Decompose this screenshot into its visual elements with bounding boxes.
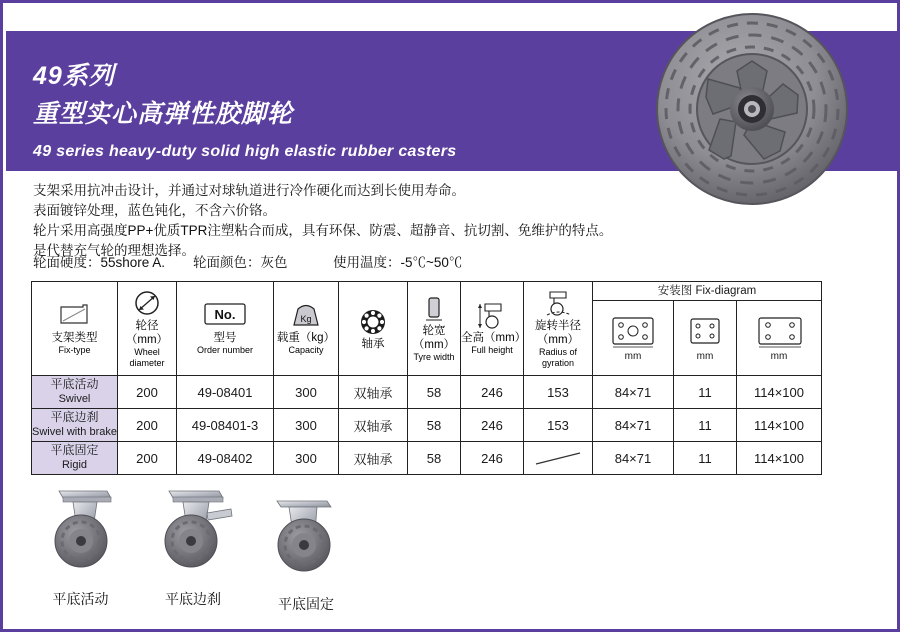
- product-photo-row: [3, 483, 900, 633]
- cell-fix-type-en: Swivel with brake: [32, 426, 117, 438]
- header-title-group: [33, 61, 456, 161]
- cell-full-height: 246: [460, 442, 523, 475]
- header-cell-order-number: [176, 282, 273, 376]
- cell-capacity: 300: [273, 376, 338, 409]
- capacity-icon: [274, 301, 338, 331]
- cell-wheel-diameter: 200: [117, 442, 176, 475]
- cell-wheel-diameter: 200: [117, 376, 176, 409]
- header-cell-plate-diagram: [592, 301, 673, 376]
- cell-radius-of-gyration-empty: [523, 442, 592, 475]
- swivel-caster-photo: [33, 483, 128, 578]
- spec-hardness: 轮面硬度：55shore A.: [33, 255, 166, 270]
- cell-capacity: 300: [273, 442, 338, 475]
- header-label-tyre-width-cn: 轮宽（mm）: [412, 325, 456, 351]
- cell-order-number: 49-08401: [176, 376, 273, 409]
- wheel-diameter-icon: [118, 289, 176, 319]
- header-label-capacity-cn: 载重（kg）: [276, 332, 336, 344]
- cell-fix-type: [32, 442, 118, 475]
- header-label-radius-of-gyration-en: Radius of gyration: [538, 346, 577, 368]
- header-label-full-height-en: Full height: [471, 345, 513, 355]
- header-label-capacity-en: Capacity: [288, 345, 324, 355]
- header-label-bearing-cn: 轴承: [361, 337, 385, 350]
- cell-radius-of-gyration: 153: [523, 409, 592, 442]
- cell-full-height: 246: [460, 376, 523, 409]
- spec-temperature: 使用温度：-5℃~50℃: [333, 255, 463, 270]
- cell-fix-type: [32, 409, 118, 442]
- cell-fix-b: 11: [673, 442, 736, 475]
- header-label-full-height-cn: 全高（mm）: [460, 332, 527, 344]
- cell-fix-type: [32, 376, 118, 409]
- cell-bearing: 双轴承: [338, 409, 407, 442]
- cell-tyre-width: 58: [407, 442, 460, 475]
- cell-fix-type-cn: 平底活动: [50, 377, 99, 391]
- specification-table: [31, 281, 822, 475]
- header-label-bolt-hole-diagram-mm: mm: [696, 350, 714, 362]
- photo-label-swivel: 平底活动: [52, 591, 109, 607]
- cell-fix-c: 114×100: [736, 442, 821, 475]
- svg-text:Kg: Kg: [300, 314, 312, 324]
- header-cell-plate-size-diagram: [736, 301, 821, 376]
- description-line-1: 支架采用抗冲击设计，并通过对球轨道进行冷作硬化而达到长使用寿命。: [33, 183, 465, 198]
- table-row: [32, 409, 822, 442]
- page-title-cn-series: 49系列: [33, 62, 115, 90]
- header-label-tyre-width-en: Tyre width: [413, 352, 455, 362]
- header-label-order-number-cn: 型号: [213, 332, 237, 344]
- page-title-en: 49 series heavy-duty solid high elastic rubber casters: [33, 143, 457, 160]
- cell-fix-type-cn: 平底边刹: [50, 410, 99, 424]
- cell-fix-type-en: Swivel: [58, 393, 91, 405]
- cell-fix-type-cn: 平底固定: [50, 443, 99, 457]
- cell-tyre-width: 58: [407, 409, 460, 442]
- header-cell-bearing: [338, 282, 407, 376]
- product-photo-rigid: [261, 493, 351, 614]
- header-label-radius-of-gyration-cn: 旋转半径（mm）: [534, 319, 581, 346]
- rigid-caster-photo: [261, 493, 351, 583]
- header-cell-tyre-width: [407, 282, 460, 376]
- plate-size-diagram-icon: [747, 314, 811, 348]
- header-cell-full-height: [460, 282, 527, 376]
- product-photo-swivel-brake: [143, 483, 243, 609]
- description-line-4: 是代替充气轮的理想选择。: [33, 243, 195, 258]
- page-title-cn-main: 重型实心高弹性胶脚轮: [33, 100, 294, 128]
- header-label-order-number-en: Order number: [196, 345, 253, 355]
- full-height-icon: [461, 301, 523, 331]
- header-cell-fix-type: [32, 282, 118, 376]
- photo-label-rigid: 平底固定: [278, 596, 334, 612]
- header-label-wheel-diameter-cn: 轮径（mm）: [125, 319, 169, 346]
- cell-tyre-width: 58: [407, 376, 460, 409]
- cell-bearing: 双轴承: [338, 376, 407, 409]
- fix-diagram-title-row: [32, 282, 822, 301]
- spec-color: 轮面颜色：灰色: [193, 255, 288, 270]
- header-label-fix-type-cn: 支架类型: [51, 332, 98, 344]
- description-line-2: 表面镀锌处理，蓝色钝化，不含六价铬。: [33, 203, 276, 218]
- cell-wheel-diameter: 200: [117, 409, 176, 442]
- table-row: [32, 442, 822, 475]
- cell-fix-a: 84×71: [592, 376, 673, 409]
- cell-bearing: 双轴承: [338, 442, 407, 475]
- header-label-plate-size-diagram-mm: mm: [770, 350, 788, 362]
- header-cell-wheel-diameter: [117, 282, 176, 376]
- cell-fix-b: 11: [673, 376, 736, 409]
- bolt-hole-diagram-icon: [681, 314, 729, 348]
- cell-fix-type-en: Rigid: [61, 459, 88, 471]
- cell-order-number: 49-08401-3: [176, 409, 273, 442]
- description-line-3: 轮片采用高强度PP+优质TPR注塑粘合而成，具有环保、防震、超静音、抗切割、免维护的特点。: [33, 223, 613, 238]
- hero-wheel-image: [617, 9, 887, 209]
- cell-fix-a: 84×71: [592, 442, 673, 475]
- header-cell-radius-of-gyration: [523, 282, 592, 376]
- not-applicable-slash-icon: [530, 448, 586, 468]
- plate-diagram-icon: [603, 314, 663, 348]
- cell-radius-of-gyration: 153: [523, 376, 592, 409]
- header-cell-bolt-hole-diagram: [673, 301, 736, 376]
- cell-fix-c: 114×100: [736, 376, 821, 409]
- swivel-brake-caster-photo: [143, 483, 243, 578]
- cell-fix-c: 114×100: [736, 409, 821, 442]
- fix-diagram-title: 安装图 Fix-diagram: [592, 282, 821, 301]
- cell-fix-a: 84×71: [592, 409, 673, 442]
- cell-fix-b: 11: [673, 409, 736, 442]
- order-number-icon: [177, 301, 273, 331]
- photo-label-swivel-brake: 平底边刹: [165, 591, 221, 607]
- table-row: [32, 376, 822, 409]
- header-label-fix-type-en: Fix-type: [58, 345, 91, 355]
- header-cell-capacity: [273, 282, 338, 376]
- cell-capacity: 300: [273, 409, 338, 442]
- product-photo-swivel: [33, 483, 128, 609]
- cell-order-number: 49-08402: [176, 442, 273, 475]
- tyre-width-icon: [408, 294, 460, 324]
- bracket-type-icon: [32, 301, 117, 331]
- cell-full-height: 246: [460, 409, 523, 442]
- bearing-icon: [339, 307, 407, 337]
- header-label-wheel-diameter-en: Wheel diameter: [129, 346, 165, 368]
- svg-text:No.: No.: [214, 307, 236, 322]
- header-label-plate-diagram-mm: mm: [624, 350, 642, 362]
- radius-of-gyration-icon: [524, 289, 592, 319]
